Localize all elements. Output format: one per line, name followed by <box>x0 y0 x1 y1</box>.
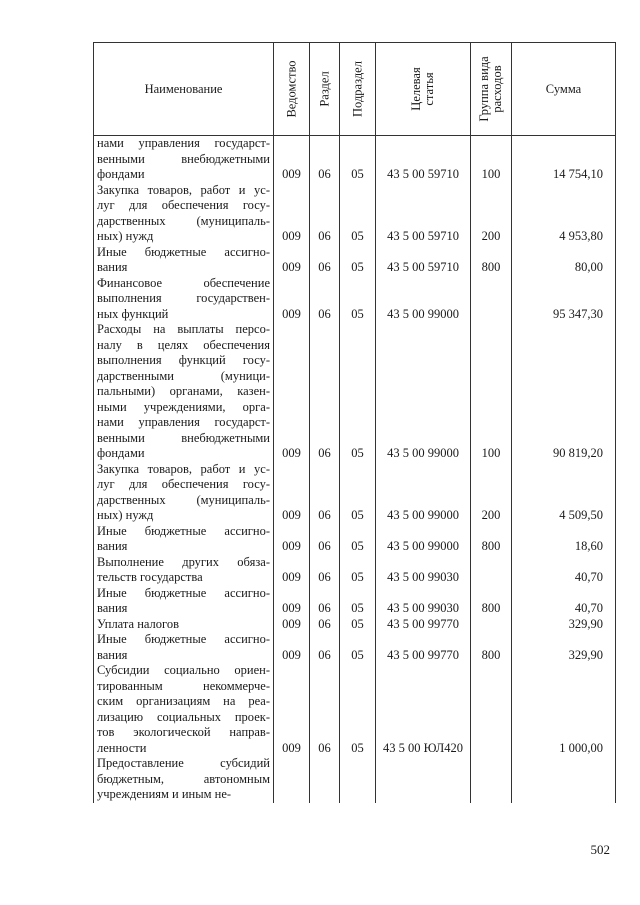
row-name-line: дарственных (муниципаль- <box>97 213 270 228</box>
row-sum: 329,90 <box>512 632 616 663</box>
row-section: 06 <box>310 555 340 586</box>
row-target: 43 5 00 59710 <box>376 136 471 183</box>
row-name-line: Иные бюджетные ассигно- <box>97 523 270 538</box>
row-subsection: 05 <box>340 322 376 462</box>
row-section <box>310 756 340 803</box>
row-target: 43 5 00 99000 <box>376 462 471 524</box>
row-section: 06 <box>310 524 340 555</box>
row-dept <box>274 756 310 803</box>
row-dept: 009 <box>274 663 310 756</box>
table-header-row <box>94 43 616 136</box>
row-group: 200 <box>471 183 512 245</box>
row-name <box>94 462 274 524</box>
header-target <box>376 43 471 136</box>
row-dept: 009 <box>274 617 310 633</box>
row-dept: 009 <box>274 462 310 524</box>
row-target: 43 5 00 59710 <box>376 183 471 245</box>
row-group: 800 <box>471 524 512 555</box>
row-sum: 80,00 <box>512 245 616 276</box>
row-section: 06 <box>310 245 340 276</box>
header-group-line2: расходов <box>490 65 504 113</box>
row-subsection: 05 <box>340 663 376 756</box>
row-dept: 009 <box>274 524 310 555</box>
row-sum: 40,70 <box>512 586 616 617</box>
table-row <box>94 524 616 555</box>
header-group-line1: Группа вида <box>477 56 491 122</box>
row-section: 06 <box>310 632 340 663</box>
header-name: Наименование <box>94 43 274 136</box>
row-name <box>94 632 274 663</box>
row-name-line: нами управления государст- <box>97 415 270 429</box>
row-dept: 009 <box>274 183 310 245</box>
row-subsection: 05 <box>340 586 376 617</box>
row-name-line: луг для обеспечения госу- <box>97 477 270 491</box>
row-subsection: 05 <box>340 276 376 323</box>
row-sum: 1 000,00 <box>512 663 616 756</box>
table-row <box>94 183 616 245</box>
table-row <box>94 276 616 323</box>
row-dept: 009 <box>274 136 310 183</box>
row-section: 06 <box>310 663 340 756</box>
row-name-line: ных) нужд <box>97 508 154 522</box>
row-name-line: ским организациям на реа- <box>97 694 270 708</box>
row-subsection: 05 <box>340 555 376 586</box>
row-name-line: ных) нужд <box>97 229 154 243</box>
row-sum: 95 347,30 <box>512 276 616 323</box>
row-name-line: вания <box>97 647 128 662</box>
row-name <box>94 617 274 633</box>
table-row <box>94 555 616 586</box>
row-name-line: ными учреждениями, орга- <box>97 399 270 414</box>
row-name-line: вания <box>97 539 128 553</box>
header-sum: Сумма <box>512 43 616 136</box>
row-name-line: дарственных (муниципаль- <box>97 492 270 507</box>
row-name-line: пальными) органами, казен- <box>97 384 270 398</box>
row-name-line: лизацию социальных проек- <box>97 709 270 724</box>
row-name-line: бюджетным, автономным <box>97 771 270 786</box>
row-name-line: Уплата налогов <box>97 616 179 631</box>
row-name-line: выполнения функций госу- <box>97 353 270 367</box>
row-name-line: Иные бюджетные ассигно- <box>97 632 270 646</box>
row-dept: 009 <box>274 632 310 663</box>
row-target: 43 5 00 99030 <box>376 586 471 617</box>
row-subsection: 05 <box>340 462 376 524</box>
row-section: 06 <box>310 586 340 617</box>
row-name-line: фондами <box>97 446 145 460</box>
row-sum: 90 819,20 <box>512 322 616 462</box>
row-name-line: Закупка товаров, работ и ус- <box>97 182 270 197</box>
row-name-line: учреждениям и иным не- <box>97 787 232 801</box>
row-sum: 40,70 <box>512 555 616 586</box>
row-target: 43 5 00 99770 <box>376 617 471 633</box>
row-group: 800 <box>471 586 512 617</box>
page-number: 502 <box>590 842 610 857</box>
row-section: 06 <box>310 462 340 524</box>
row-name-line: тельств государства <box>97 570 203 584</box>
row-sum <box>512 756 616 803</box>
row-section: 06 <box>310 322 340 462</box>
row-name-line: налу в целях обеспечения <box>97 337 270 352</box>
row-group <box>471 756 512 803</box>
row-subsection: 05 <box>340 617 376 633</box>
row-name-line: выполнения государствен- <box>97 291 270 305</box>
row-group <box>471 555 512 586</box>
row-name-line: Расходы на выплаты персо- <box>97 322 270 336</box>
row-subsection: 05 <box>340 136 376 183</box>
table-row <box>94 462 616 524</box>
row-dept: 009 <box>274 276 310 323</box>
row-subsection: 05 <box>340 524 376 555</box>
row-name-line: дарственными (муници- <box>97 368 270 383</box>
row-name-line: вания <box>97 260 128 274</box>
header-target-line1: Целевая <box>409 67 423 111</box>
row-name <box>94 586 274 617</box>
row-name <box>94 756 274 803</box>
row-name-line: Иные бюджетные ассигно- <box>97 244 270 259</box>
row-name <box>94 276 274 323</box>
row-name <box>94 663 274 756</box>
table-row <box>94 245 616 276</box>
row-name <box>94 555 274 586</box>
row-name-line: Финансовое обеспечение <box>97 275 270 290</box>
row-group: 800 <box>471 632 512 663</box>
table-row <box>94 632 616 663</box>
row-name <box>94 524 274 555</box>
row-sum: 14 754,10 <box>512 136 616 183</box>
row-name <box>94 136 274 183</box>
row-target <box>376 756 471 803</box>
row-name-line: вания <box>97 601 128 615</box>
row-name-line: фондами <box>97 167 145 181</box>
row-name-line: Иные бюджетные ассигно- <box>97 585 270 600</box>
row-name-line: венными внебюджетными <box>97 430 270 445</box>
row-dept: 009 <box>274 322 310 462</box>
row-name <box>94 245 274 276</box>
row-dept: 009 <box>274 245 310 276</box>
header-group <box>471 43 512 136</box>
row-target: 43 5 00 ЮЛ420 <box>376 663 471 756</box>
row-name-line: Предоставление субсидий <box>97 756 270 770</box>
row-name-line: Субсидии социально ориен- <box>97 663 270 677</box>
row-subsection: 05 <box>340 245 376 276</box>
row-target: 43 5 00 59710 <box>376 245 471 276</box>
row-section: 06 <box>310 617 340 633</box>
table-row <box>94 136 616 183</box>
row-name-line: Закупка товаров, работ и ус- <box>97 461 270 476</box>
row-group: 200 <box>471 462 512 524</box>
row-target: 43 5 00 99770 <box>376 632 471 663</box>
table-row <box>94 617 616 633</box>
row-target: 43 5 00 99000 <box>376 276 471 323</box>
header-subsection: Подраздел <box>340 43 376 136</box>
row-group: 100 <box>471 322 512 462</box>
row-dept: 009 <box>274 555 310 586</box>
row-section: 06 <box>310 276 340 323</box>
row-name-line: тированным некоммерче- <box>97 678 270 693</box>
row-subsection: 05 <box>340 632 376 663</box>
row-target: 43 5 00 99000 <box>376 524 471 555</box>
row-sum: 329,90 <box>512 617 616 633</box>
row-name-line: нами управления государст- <box>97 136 270 150</box>
header-section: Раздел <box>310 43 340 136</box>
row-subsection: 05 <box>340 183 376 245</box>
budget-table <box>93 42 616 803</box>
row-group <box>471 663 512 756</box>
row-group: 800 <box>471 245 512 276</box>
row-name-line: луг для обеспечения госу- <box>97 198 270 212</box>
table-row <box>94 756 616 803</box>
row-target: 43 5 00 99030 <box>376 555 471 586</box>
row-group <box>471 617 512 633</box>
row-name-line: тов экологической направ- <box>97 725 270 739</box>
table-row <box>94 322 616 462</box>
table-row <box>94 663 616 756</box>
header-dept: Ведомство <box>274 43 310 136</box>
row-sum: 4 953,80 <box>512 183 616 245</box>
row-group: 100 <box>471 136 512 183</box>
row-name-line: венными внебюджетными <box>97 151 270 166</box>
row-subsection <box>340 756 376 803</box>
row-dept: 009 <box>274 586 310 617</box>
table-row <box>94 586 616 617</box>
row-name <box>94 322 274 462</box>
row-name-line: ленности <box>97 740 147 755</box>
row-sum: 4 509,50 <box>512 462 616 524</box>
row-group <box>471 276 512 323</box>
row-section: 06 <box>310 183 340 245</box>
row-name-line: Выполнение других обяза- <box>97 554 270 569</box>
row-name <box>94 183 274 245</box>
row-section: 06 <box>310 136 340 183</box>
row-name-line: ных функций <box>97 306 169 321</box>
row-sum: 18,60 <box>512 524 616 555</box>
row-target: 43 5 00 99000 <box>376 322 471 462</box>
header-target-line2: статья <box>422 72 436 106</box>
